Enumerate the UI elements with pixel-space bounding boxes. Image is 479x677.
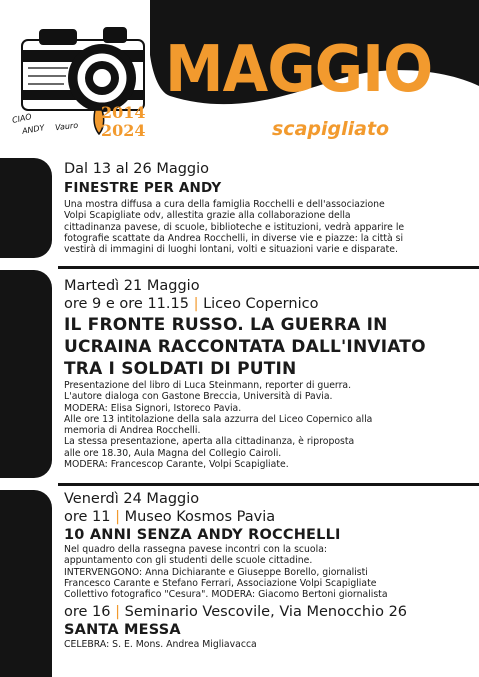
event-title: IL FRONTE RUSSO. LA GUERRA IN UCRAINA RACCONTATA DALL'INVIATO TRA I SOLDATI DI PUTIN (64, 315, 426, 379)
section-divider-2 (58, 483, 479, 486)
event-description: Nel quadro della rassegna pavese incontri con la scuola: appuntamento con gli studenti delle scuole cittadine. INTERVENGONO: Anna Dichiarante e Giuseppe Borello, giornalisti Francesco Carante e Stefano Ferrari, Associazione Volpi Scapigliate Collettivo fotografico "Cesura". MODERA: Giacomo Bertoni giornalista (64, 544, 388, 601)
event-title: FINESTRE PER ANDY (64, 180, 222, 196)
handwriting-ciao: CIAO (11, 112, 33, 125)
event-date: Martedì 21 Maggio (64, 278, 200, 294)
event-1 (64, 160, 465, 255)
event-date: Venerdì 24 Maggio (64, 491, 200, 507)
section-divider-1 (58, 266, 479, 269)
section-tab-3 (0, 490, 52, 677)
event-description: Una mostra diffusa a cura della famiglia Rocchelli e dell'associazione Volpi Scapigliate odv, allestita grazie alla collaborazione della cittadinanza pavese, di scuole, biblioteche e istituzioni, vedrà apparire le fotografie scattate da Andrea Rocchelli, in diverse vie e piazze: la città si vestirà di immagini di luoghi lontani, volti e situazioni varie e disparate. (64, 199, 405, 256)
year-end: 2024 (101, 121, 146, 140)
event-title-2: SANTA MESSA (64, 622, 181, 639)
event-time-place: ore 11 | Museo Kosmos Pavia (64, 509, 276, 525)
event-title: 10 ANNI SENZA ANDY ROCCHELLI (64, 527, 341, 543)
event-3 (64, 490, 465, 651)
handwriting-signature: Vauro (54, 120, 79, 133)
logo-title: MAGGIO (165, 33, 433, 107)
handwriting-andy: ANDY (21, 123, 46, 136)
event-date: Dal 13 al 26 Maggio (64, 161, 210, 177)
event-description-2: CELEBRA: S. E. Mons. Andrea Migliavacca (64, 639, 257, 651)
year-start: 2014 (101, 103, 146, 122)
event-description: Presentazione del libro di Luca Steinmann, reporter di guerra. L'autore dialoga con Gastone Breccia, Università di Pavia. MODERA: Elisa Signori, Istoreco Pavia. Alle ore 13 intitolazione della sala azzurra del Liceo Copernico alla memoria di Andrea Rocchelli. La stessa presentazione, aperta alla cittadinanza, è riproposta alle ore 18.30, Aula Magna del Collegio Cairoli. MODERA: Francescop Carante, Volpi Scapigliate. (64, 380, 373, 471)
event-time-place-2: ore 16 | Seminario Vescovile, Via Menocchio 26 (64, 604, 408, 621)
event-time-place: ore 9 e ore 11.15 | Liceo Copernico (64, 296, 319, 312)
section-tab-2 (0, 270, 52, 478)
logo-subtitle: scapigliato (272, 118, 390, 140)
event-2 (64, 277, 465, 470)
section-tab-1 (0, 158, 52, 258)
